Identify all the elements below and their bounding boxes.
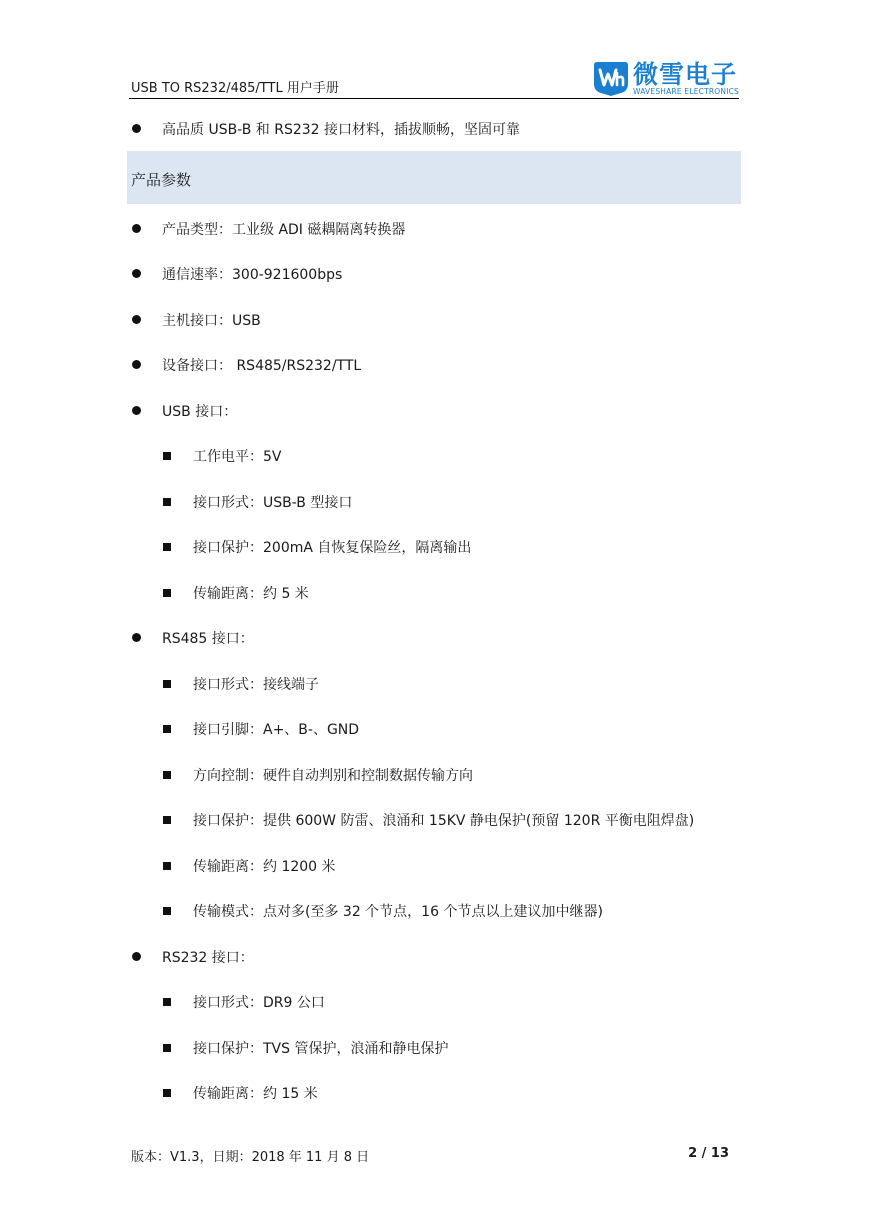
param-item	[0, 264, 869, 284]
section-title: 产品参数	[131, 171, 192, 189]
bullet-square-icon	[163, 1089, 171, 1097]
param-text: 传输距离：约 15 米	[193, 1086, 318, 1102]
bullet-dot-icon	[132, 315, 141, 324]
param-text: 接口形式：USB-B 型接口	[193, 495, 353, 511]
param-item	[0, 310, 869, 330]
param-subitem	[0, 1038, 869, 1058]
bullet-square-icon	[163, 498, 171, 506]
param-subitem	[0, 583, 869, 603]
param-text: 通信速率：300-921600bps	[162, 267, 343, 283]
param-subitem	[0, 765, 869, 785]
param-text: 接口形式：DR9 公口	[193, 995, 325, 1011]
param-subitem	[0, 901, 869, 921]
bullet-square-icon	[163, 452, 171, 460]
intro-bullet-text: 高品质 USB-B 和 RS232 接口材料，插拔顺畅，坚固可靠	[162, 122, 521, 138]
param-text: 接口保护：TVS 管保护，浪涌和静电保护	[193, 1041, 449, 1057]
bullet-square-icon	[163, 543, 171, 551]
bullet-square-icon	[163, 725, 171, 733]
bullet-square-icon	[163, 680, 171, 688]
param-subitem	[0, 856, 869, 876]
param-text: 方向控制：硬件自动判别和控制数据传输方向	[193, 768, 473, 784]
bullet-dot-icon	[132, 952, 141, 961]
param-item	[0, 219, 869, 239]
param-subitem	[0, 719, 869, 739]
bullet-square-icon	[163, 589, 171, 597]
param-subitem	[0, 492, 869, 512]
bullet-dot-icon	[132, 269, 141, 278]
header-divider	[129, 98, 739, 99]
param-subitem	[0, 1083, 869, 1103]
logo-english-text: WAVESHARE ELECTRONICS	[633, 87, 739, 96]
param-text: 工作电平：5V	[193, 449, 282, 465]
param-text: 传输距离：约 5 米	[193, 586, 309, 602]
bullet-dot-icon	[132, 360, 141, 369]
bullet-square-icon	[163, 862, 171, 870]
bullet-square-icon	[163, 771, 171, 779]
waveshare-logo-icon	[593, 58, 629, 96]
param-text: 设备接口： RS485/RS232/TTL	[162, 358, 362, 374]
bullet-square-icon	[163, 998, 171, 1006]
param-item	[0, 355, 869, 375]
param-subitem	[0, 674, 869, 694]
bullet-dot-icon	[132, 406, 141, 415]
bullet-dot-icon	[132, 224, 141, 233]
bullet-square-icon	[163, 816, 171, 824]
param-text: 接口保护：提供 600W 防雷、浪涌和 15KV 静电保护(预留 120R 平衡电阻焊盘)	[193, 813, 695, 829]
param-group-usb	[0, 401, 869, 421]
logo-chinese-text: 微雪电子	[633, 60, 738, 89]
param-subitem	[0, 537, 869, 557]
param-text: 接口保护：200mA 自恢复保险丝，隔离输出	[193, 540, 472, 556]
param-subitem	[0, 810, 869, 830]
document-header-title: USB TO RS232/485/TTL 用户手册	[131, 81, 339, 96]
footer-version-date: 版本：V1.3，日期：2018 年 11 月 8 日	[131, 1150, 370, 1165]
intro-bullet-item	[0, 119, 869, 139]
section-header-band	[127, 151, 741, 204]
param-text: RS485 接口：	[162, 631, 254, 647]
param-text: 传输距离：约 1200 米	[193, 859, 336, 875]
bullet-dot-icon	[132, 633, 141, 642]
param-group-rs485	[0, 628, 869, 648]
param-text: 接口形式：接线端子	[193, 677, 319, 693]
bullet-square-icon	[163, 907, 171, 915]
param-text: USB 接口：	[162, 404, 238, 420]
param-subitem	[0, 446, 869, 466]
param-text: 产品类型：工业级 ADI 磁耦隔离转换器	[162, 222, 406, 238]
waveshare-logo	[593, 58, 743, 100]
bullet-dot-icon	[132, 124, 141, 133]
param-group-rs232	[0, 947, 869, 967]
param-text: RS232 接口：	[162, 950, 254, 966]
param-text: 接口引脚：A+、B-、GND	[193, 722, 360, 738]
param-subitem	[0, 992, 869, 1012]
param-text: 主机接口：USB	[162, 313, 261, 329]
bullet-square-icon	[163, 1044, 171, 1052]
param-text: 传输模式：点对多(至多 32 个节点，16 个节点以上建议加中继器)	[193, 904, 603, 920]
footer-page-number: 2 / 13	[688, 1146, 729, 1161]
